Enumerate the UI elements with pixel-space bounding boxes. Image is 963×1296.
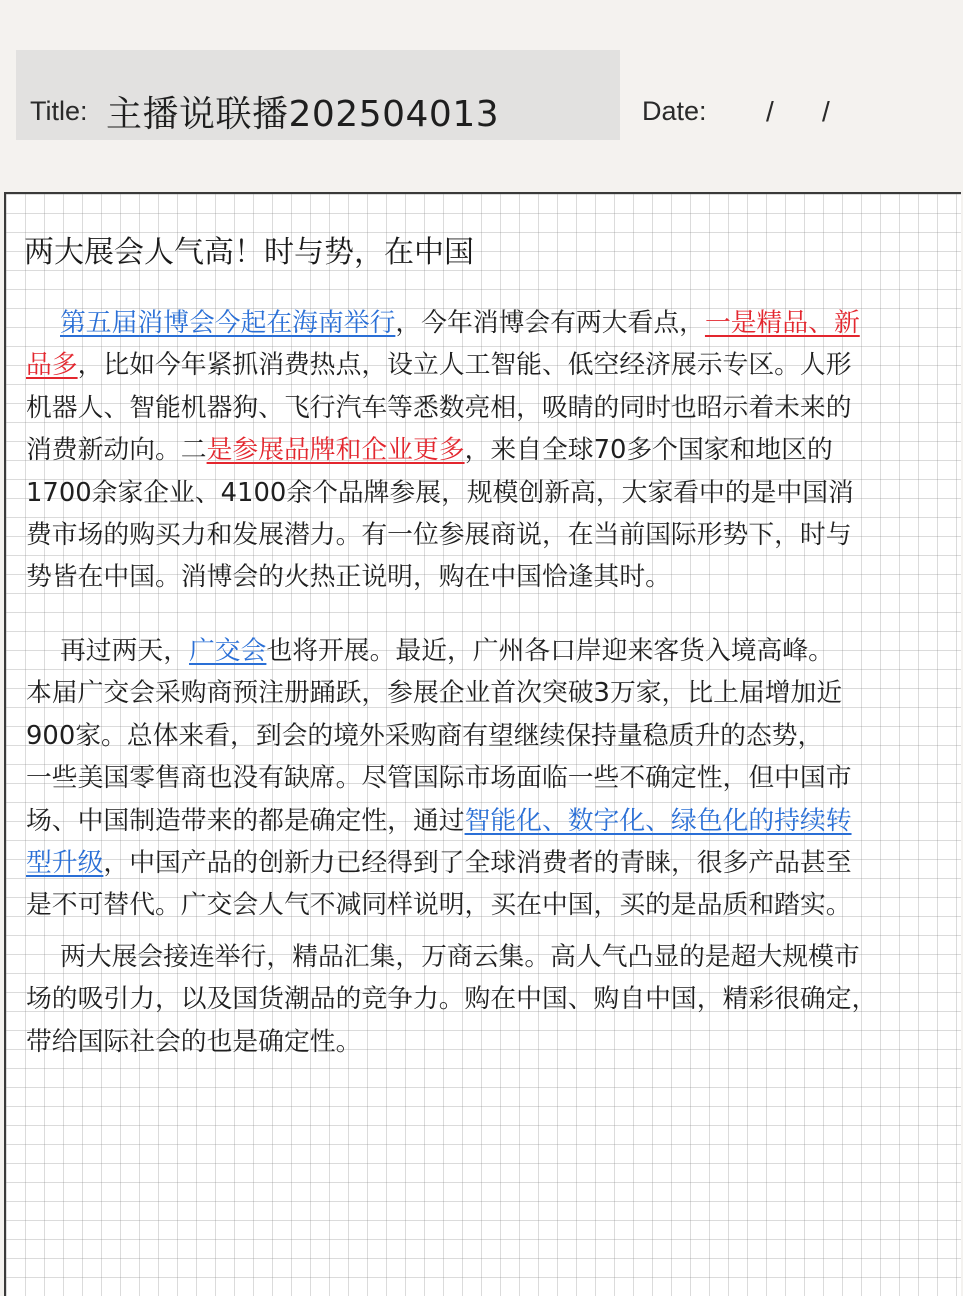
text-line: 1700余家企业、4100余个品牌参展，规模创新高，大家看中的是中国消 xyxy=(26,477,854,508)
text-line xyxy=(26,842,928,884)
text-span: ，来自全球70多个国家和地区的 xyxy=(464,435,833,466)
paragraph-conclusion xyxy=(26,936,928,1063)
paragraph-consumer-expo xyxy=(26,302,928,599)
title-value: 主播说联播202504013 xyxy=(106,94,500,135)
text-span: ，中国产品的创新力已经得到了全球消费者的青睐，很多产品甚至 xyxy=(103,847,852,878)
text-line: 900家。总体来看，到会的境外采购商有望继续保持量稳质升的态势， xyxy=(26,720,824,751)
text-line: 场的吸引力，以及国货潮品的竞争力。购在中国、购自中国，精彩很确定， xyxy=(26,984,878,1015)
article-title: 两大展会人气高！时与势，在中国 xyxy=(24,235,474,270)
date-label: Date: xyxy=(642,96,707,126)
text-line xyxy=(26,302,928,344)
text-line xyxy=(26,344,928,386)
date-slash: / xyxy=(822,96,830,127)
text-line: 两大展会接连举行，精品汇集，万商云集。高人气凸显的是超大规模市 xyxy=(60,942,860,972)
text-span: 场、中国制造带来的都是确定性，通过 xyxy=(26,805,465,836)
date-slash: / xyxy=(766,96,774,127)
text-span: 也将开展。最近，广州各口岸迎来客货入境高峰。 xyxy=(266,636,834,666)
highlight-text: 一是精品、新 xyxy=(704,308,860,338)
text-line: 机器人、智能机器狗、飞行汽车等悉数亮相，吸睛的同时也昭示着未来的 xyxy=(26,392,852,423)
text-line xyxy=(26,630,928,672)
text-line: 本届广交会采购商预注册踊跃，参展企业首次突破3万家，比上届增加近 xyxy=(26,678,843,709)
text-span: ，比如今年紧抓消费热点，设立人工智能、低空经济展示专区。人形 xyxy=(77,350,852,381)
text-line xyxy=(26,429,928,471)
paragraph-canton-fair xyxy=(26,630,928,927)
text-line xyxy=(26,800,928,842)
title-label: Title: xyxy=(30,96,88,126)
canton-fair-link[interactable]: 广交会 xyxy=(189,636,267,666)
text-span: ，今年消博会有两大看点， xyxy=(395,308,705,338)
text-line: 一些美国零售商也没有缺席。尽管国际市场面临一些不确定性，但中国市 xyxy=(26,763,852,794)
highlight-text: 是参展品牌和企业更多 xyxy=(206,435,465,466)
text-line: 是不可替代。广交会人气不减同样说明，买在中国，买的是品质和踏实。 xyxy=(26,890,852,921)
highlight-text: 品多 xyxy=(26,350,78,381)
text-span: 再过两天， xyxy=(60,636,189,666)
expo-link[interactable]: 第五届消博会今起在海南举行 xyxy=(60,308,396,338)
text-line: 势皆在中国。消博会的火热正说明，购在中国恰逢其时。 xyxy=(26,562,671,593)
text-span: 消费新动向。二 xyxy=(26,435,207,466)
text-line: 费市场的购买力和发展潜力。有一位参展商说，在当前国际形势下，时与 xyxy=(26,519,852,550)
upgrade-link[interactable]: 型升级 xyxy=(26,847,104,878)
upgrade-link[interactable]: 智能化、数字化、绿色化的持续转 xyxy=(464,805,852,836)
text-line: 带给国际社会的也是确定性。 xyxy=(26,1026,362,1057)
